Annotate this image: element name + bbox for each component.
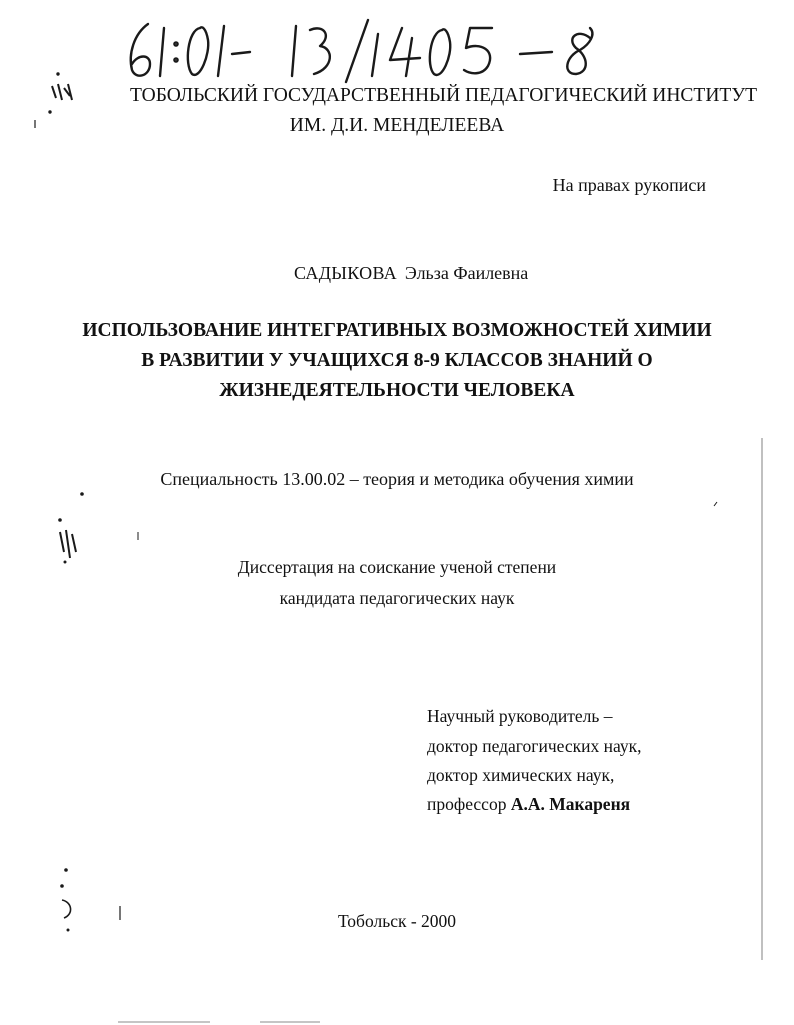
thesis-title-line2: В РАЗВИТИИ У УЧАЩИХСЯ 8-9 КЛАССОВ ЗНАНИЙ О: [141, 350, 653, 371]
author-given-names: Эльза Фаилевна: [404, 263, 529, 283]
institute-name-line2: ИМ. Д.И. МЕНДЕЛЕЕВА: [289, 115, 505, 136]
specialty: Специальность 13.00.02 – теория и методика обучения химии: [160, 469, 634, 489]
thesis-title-line3: ЖИЗНЕДЕЯТЕЛЬНОСТИ ЧЕЛОВЕКА: [219, 380, 575, 401]
supervisor-title: профессор: [427, 794, 507, 814]
institute-name-line1: ТОБОЛЬСКИЙ ГОСУДАРСТВЕННЫЙ ПЕДАГОГИЧЕСКИЙ ИНСТИТУТ: [130, 85, 758, 106]
handwritten-archive-number: [120, 14, 640, 84]
supervisor-line3: доктор химических наук,: [427, 765, 615, 785]
city-year: Тобольск - 2000: [337, 911, 457, 931]
thesis-title-line1: ИСПОЛЬЗОВАНИЕ ИНТЕГРАТИВНЫХ ВОЗМОЖНОСТЕЙ ХИМИИ: [82, 320, 712, 341]
dissertation-degree-line1: Диссертация на соискание ученой степени: [237, 557, 557, 577]
supervisor-line4: [427, 794, 630, 815]
supervisor-line1: Научный руководитель –: [427, 706, 613, 726]
author-name: [294, 263, 528, 284]
supervisor-name: А.А. Макареня: [510, 794, 631, 814]
supervisor-line2: доктор педагогических наук,: [427, 736, 642, 756]
dissertation-degree-line2: кандидата педагогических наук: [279, 588, 515, 608]
rights-note: На правах рукописи: [552, 175, 706, 195]
author-surname: САДЫКОВА: [294, 263, 397, 283]
